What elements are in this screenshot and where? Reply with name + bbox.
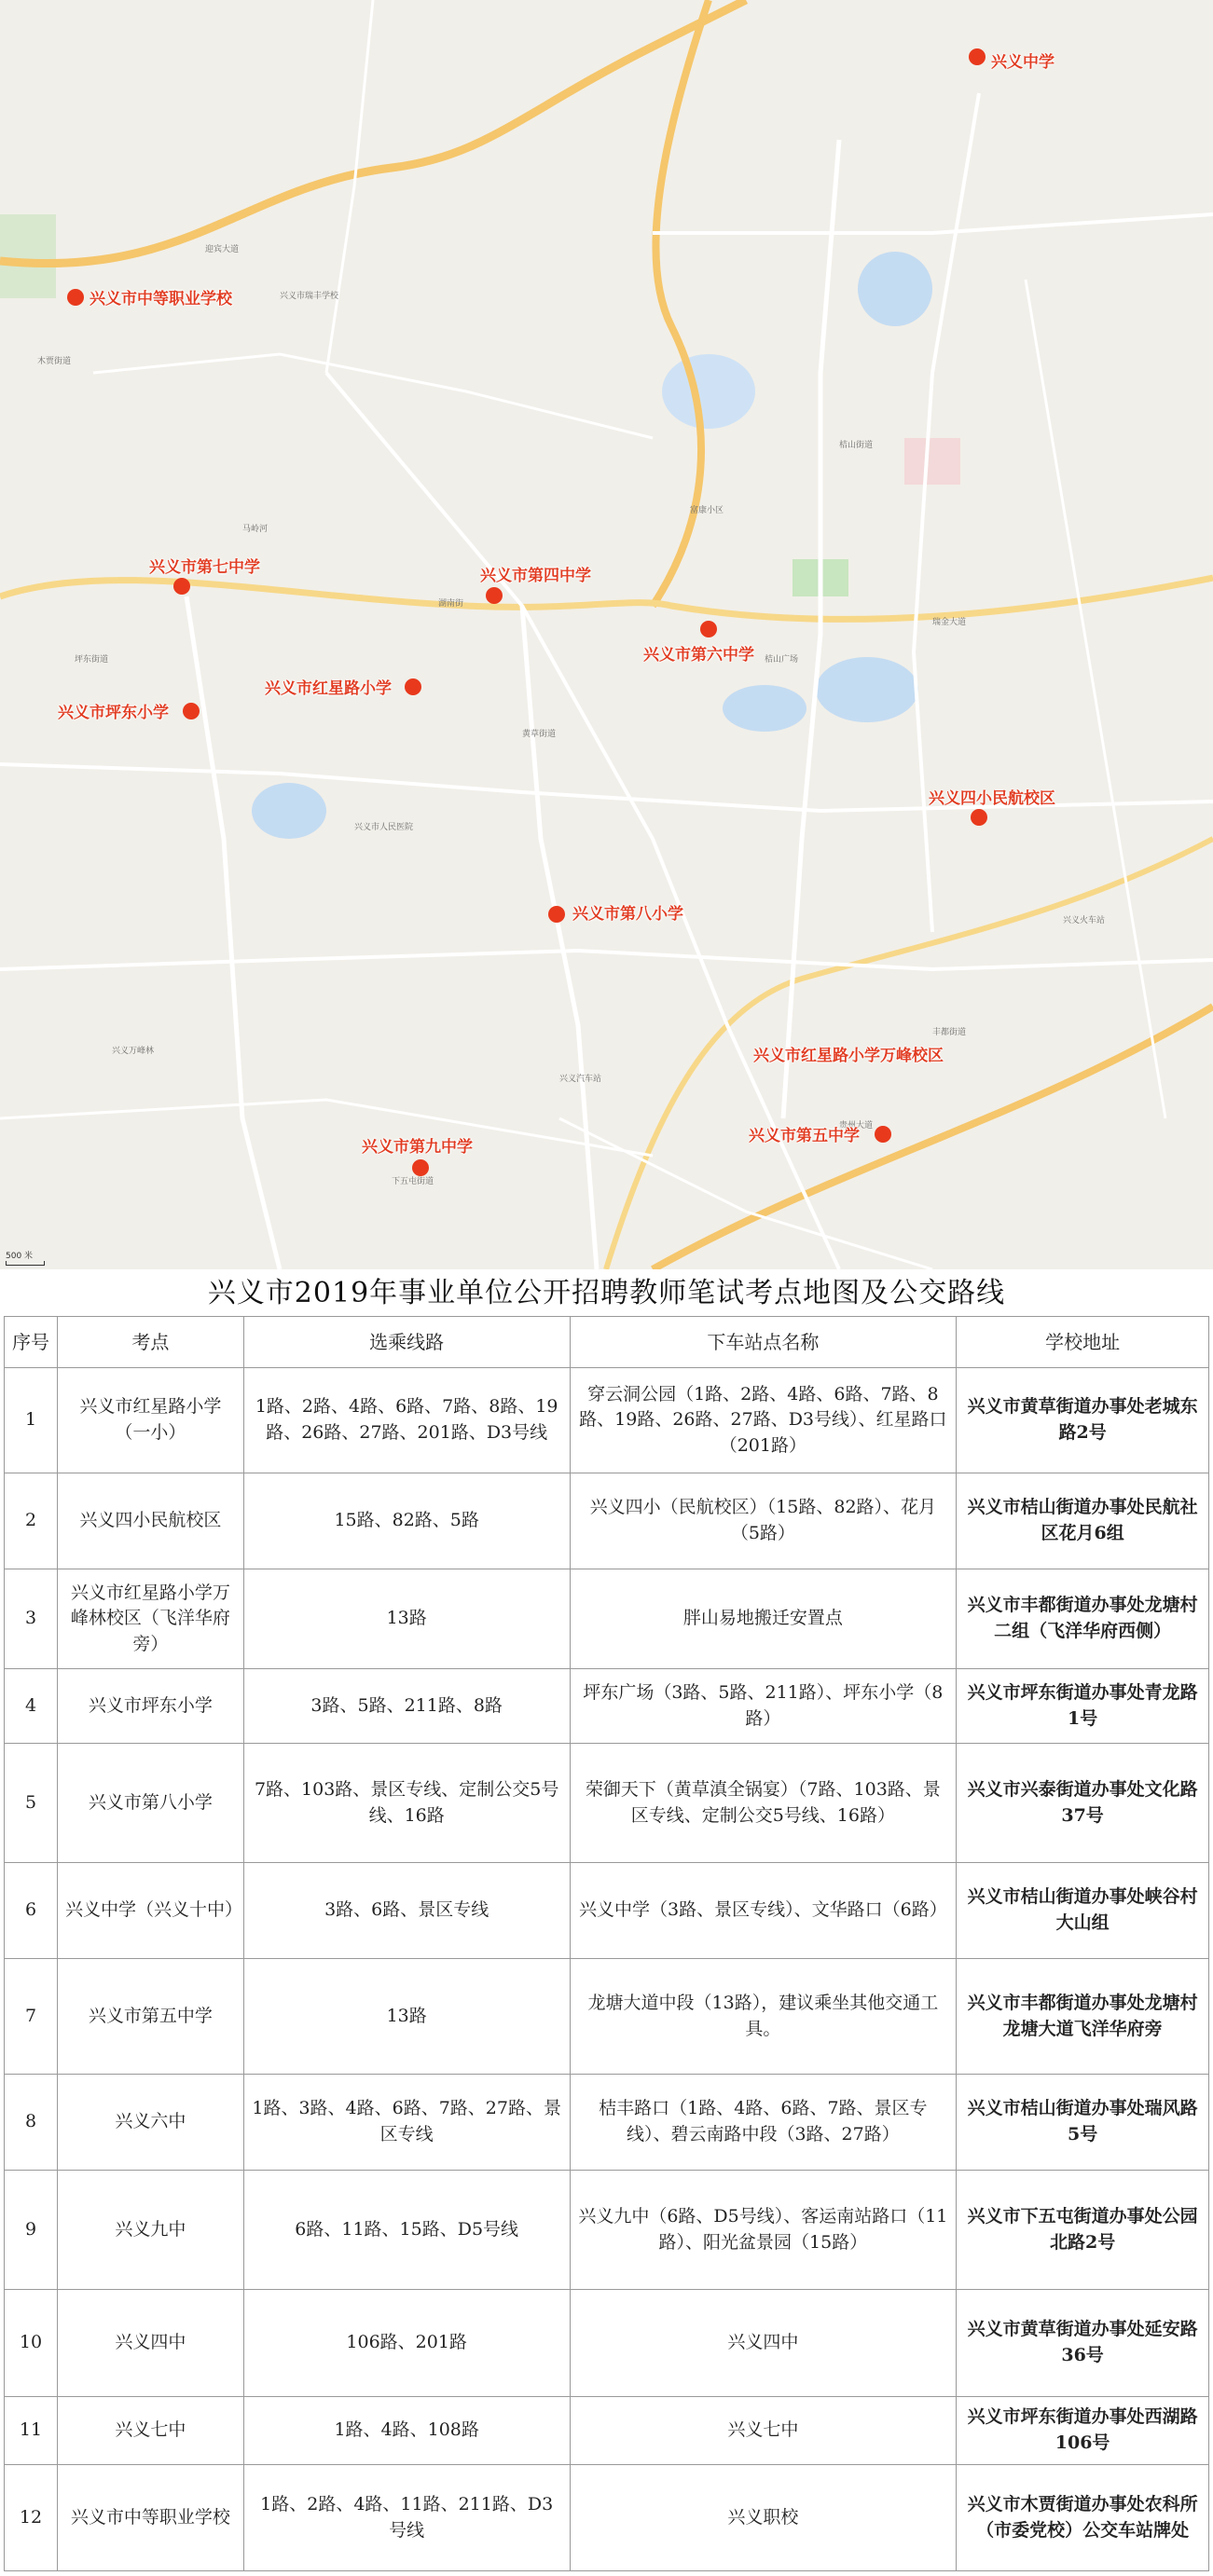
place-name: 兴义市人民医院 <box>354 823 414 832</box>
school-marker[interactable] <box>700 621 717 637</box>
school-address: 兴义市桔山街道办事处瑞风路5号 <box>957 2075 1209 2171</box>
row-number: 5 <box>5 1744 58 1863</box>
place-name: 兴义汽车站 <box>559 1075 602 1084</box>
row-number: 6 <box>5 1863 58 1959</box>
page-title: 兴义市2019年事业单位公开招聘教师笔试考点地图及公交路线 <box>207 1277 1006 1309</box>
school-label[interactable]: 兴义市中等职业学校 <box>90 290 232 308</box>
table-row <box>5 2075 1209 2171</box>
bus-routes: 1路、3路、4路、6路、7路、27路、景区专线 <box>243 2075 570 2171</box>
bus-routes: 1路、4路、108路 <box>243 2397 570 2465</box>
map[interactable] <box>0 0 1213 1269</box>
table-row <box>5 1669 1209 1744</box>
bus-routes: 3路、5路、211路、8路 <box>243 1669 570 1744</box>
exam-site: 兴义市坪东小学 <box>57 1669 243 1744</box>
exam-site: 兴义中学（兴义十中） <box>57 1863 243 1959</box>
table-row <box>5 1863 1209 1959</box>
school-label[interactable]: 兴义市红星路小学 <box>265 679 392 698</box>
bus-routes: 7路、103路、景区专线、定制公交5号线、16路 <box>243 1744 570 1863</box>
bus-routes: 1路、2路、4路、11路、211路、D3号线 <box>243 2465 570 2571</box>
school-address: 兴义市木贾街道办事处农科所（市委党校）公交车站牌处 <box>957 2465 1209 2571</box>
row-number: 10 <box>5 2290 58 2397</box>
hospital-area <box>904 438 960 485</box>
street <box>0 1100 653 1156</box>
bus-stops: 胖山易地搬迁安置点 <box>570 1569 957 1669</box>
bus-stops: 兴义四中 <box>570 2290 957 2397</box>
place-name: 兴义万峰林 <box>112 1047 155 1056</box>
row-number: 9 <box>5 2171 58 2290</box>
school-marker[interactable] <box>969 48 986 65</box>
table-row <box>5 2397 1209 2465</box>
row-number: 11 <box>5 2397 58 2465</box>
lake <box>858 252 932 326</box>
expressway <box>0 0 746 264</box>
place-name: 桔山广场 <box>765 655 799 665</box>
bus-stops: 龙塘大道中段（13路），建议乘坐其他交通工具。 <box>570 1959 957 2075</box>
row-number: 7 <box>5 1959 58 2075</box>
place-name: 黄草街道 <box>522 730 557 739</box>
exam-site: 兴义七中 <box>57 2397 243 2465</box>
place-name: 贵州大道 <box>839 1121 874 1130</box>
bus-stops: 穿云洞公园（1路、2路、4路、6路、7路、8路、19路、26路、27路、D3号线）、红星路口（201路） <box>570 1368 957 1473</box>
bus-routes: 3路、6路、景区专线 <box>243 1863 570 1959</box>
exam-site: 兴义四中 <box>57 2290 243 2397</box>
lake <box>252 783 326 839</box>
place-name: 富康小区 <box>690 506 724 515</box>
exam-site: 兴义六中 <box>57 2075 243 2171</box>
bus-stops: 兴义中学（3路、景区专线）、文华路口（6路） <box>570 1863 957 1959</box>
table-header-row <box>5 1317 1209 1368</box>
school-marker[interactable] <box>173 578 190 595</box>
school-address: 兴义市黄草街道办事处老城东路2号 <box>957 1368 1209 1473</box>
school-label[interactable]: 兴义市红星路小学万峰校区 <box>753 1047 944 1065</box>
bus-stops: 荣御天下（黄草滇全锅宴）（7路、103路、景区专线、定制公交5号线、16路） <box>570 1744 957 1863</box>
school-marker[interactable] <box>548 906 565 923</box>
header-no: 序号 <box>5 1317 58 1368</box>
place-name: 湖南街 <box>438 599 464 609</box>
header-routes: 选乘线路 <box>243 1317 570 1368</box>
bus-stops: 兴义四小（民航校区）（15路、82路）、花月（5路） <box>570 1473 957 1569</box>
place-name: 下五屯街道 <box>392 1177 434 1186</box>
lake <box>662 354 755 429</box>
school-label[interactable]: 兴义市第五中学 <box>749 1127 860 1145</box>
exam-site: 兴义市红星路小学万峰林校区（飞洋华府旁） <box>57 1569 243 1669</box>
bus-routes: 15路、82路、5路 <box>243 1473 570 1569</box>
bus-routes: 13路 <box>243 1959 570 2075</box>
street <box>1026 280 1165 1118</box>
lake <box>816 657 918 722</box>
row-number: 8 <box>5 2075 58 2171</box>
school-marker[interactable] <box>486 587 503 604</box>
table-row <box>5 2171 1209 2290</box>
table-row <box>5 1569 1209 1669</box>
place-name: 桔山街道 <box>839 441 874 450</box>
school-label[interactable]: 兴义市第六中学 <box>643 646 754 665</box>
row-number: 2 <box>5 1473 58 1569</box>
exam-site: 兴义四小民航校区 <box>57 1473 243 1569</box>
row-number: 3 <box>5 1569 58 1669</box>
school-label[interactable]: 兴义四小民航校区 <box>929 789 1055 808</box>
school-label[interactable]: 兴义市第四中学 <box>480 567 591 585</box>
school-label[interactable]: 兴义市第八小学 <box>572 905 683 924</box>
place-name: 兴义市瑞丰学校 <box>280 292 339 301</box>
school-address: 兴义市桔山街道办事处峡谷村大山组 <box>957 1863 1209 1959</box>
table-row <box>5 2290 1209 2397</box>
table-row <box>5 1368 1209 1473</box>
place-name: 马岭河 <box>242 525 269 534</box>
bus-stops: 兴义九中（6路、D5号线）、客运南站路口（11路）、阳光盆景园（15路） <box>570 2171 957 2290</box>
table-row <box>5 1473 1209 1569</box>
school-label[interactable]: 兴义市第七中学 <box>149 558 260 577</box>
school-label[interactable]: 兴义市坪东小学 <box>58 704 169 722</box>
bus-routes: 13路 <box>243 1569 570 1669</box>
school-address: 兴义市坪东街道办事处西湖路106号 <box>957 2397 1209 2465</box>
school-marker[interactable] <box>971 809 987 826</box>
bus-stops: 兴义七中 <box>570 2397 957 2465</box>
place-name: 丰都街道 <box>932 1028 967 1037</box>
header-site: 考点 <box>57 1317 243 1368</box>
lake <box>723 685 806 732</box>
school-label[interactable]: 兴义中学 <box>991 53 1054 72</box>
place-name: 木贾街道 <box>37 357 72 366</box>
place-name: 瑞金大道 <box>932 618 967 627</box>
school-address: 兴义市兴泰街道办事处文化路37号 <box>957 1744 1209 1863</box>
school-address: 兴义市丰都街道办事处龙塘村龙塘大道飞洋华府旁 <box>957 1959 1209 2075</box>
exam-site: 兴义市第八小学 <box>57 1744 243 1863</box>
exam-site: 兴义市红星路小学（一小） <box>57 1368 243 1473</box>
street <box>522 606 597 1269</box>
scale-label: 500 米 <box>6 1252 34 1261</box>
school-address: 兴义市黄草街道办事处延安路36号 <box>957 2290 1209 2397</box>
row-number: 1 <box>5 1368 58 1473</box>
bus-routes: 1路、2路、4路、6路、7路、8路、19路、26路、27路、201路、D3号线 <box>243 1368 570 1473</box>
table-row <box>5 2465 1209 2571</box>
school-address: 兴义市下五屯街道办事处公园北路2号 <box>957 2171 1209 2290</box>
school-marker[interactable] <box>412 1159 429 1176</box>
exam-site: 兴义市中等职业学校 <box>57 2465 243 2571</box>
table-row <box>5 1744 1209 1863</box>
place-name: 迎宾大道 <box>205 245 240 254</box>
school-marker[interactable] <box>183 703 200 719</box>
header-address: 学校地址 <box>957 1317 1209 1368</box>
school-address: 兴义市坪东街道办事处青龙路1号 <box>957 1669 1209 1744</box>
scale-bar <box>6 1261 45 1266</box>
row-number: 12 <box>5 2465 58 2571</box>
bus-stops: 坪东广场（3路、5路、211路）、坪东小学（8路） <box>570 1669 957 1744</box>
school-address: 兴义市桔山街道办事处民航社区花月6组 <box>957 1473 1209 1569</box>
place-name: 坪东街道 <box>75 655 109 665</box>
table-row <box>5 1959 1209 2075</box>
bus-stops: 桔丰路口（1路、4路、6路、7路、景区专线）、碧云南路中段（3路、27路） <box>570 2075 957 2171</box>
school-marker[interactable] <box>405 678 421 695</box>
street <box>0 951 1213 969</box>
header-stops: 下车站点名称 <box>570 1317 957 1368</box>
map-roads <box>0 0 1213 1269</box>
map-scale <box>6 1249 45 1266</box>
school-label[interactable]: 兴义市第九中学 <box>362 1138 473 1157</box>
school-address: 兴义市丰都街道办事处龙塘村二组（飞洋华府西侧） <box>957 1569 1209 1669</box>
table-body <box>5 1368 1209 2571</box>
exam-site: 兴义九中 <box>57 2171 243 2290</box>
school-marker[interactable] <box>67 289 84 306</box>
row-number: 4 <box>5 1669 58 1744</box>
bus-stops: 兴义职校 <box>570 2465 957 2571</box>
street <box>326 0 373 373</box>
bus-routes: 106路、201路 <box>243 2290 570 2397</box>
school-marker[interactable] <box>875 1126 891 1143</box>
route-table <box>4 1316 1209 2571</box>
street <box>653 214 1213 233</box>
park-area <box>0 214 56 298</box>
bus-routes: 6路、11路、15路、D5号线 <box>243 2171 570 2290</box>
place-name: 兴义火车站 <box>1063 916 1106 925</box>
exam-site: 兴义市第五中学 <box>57 1959 243 2075</box>
